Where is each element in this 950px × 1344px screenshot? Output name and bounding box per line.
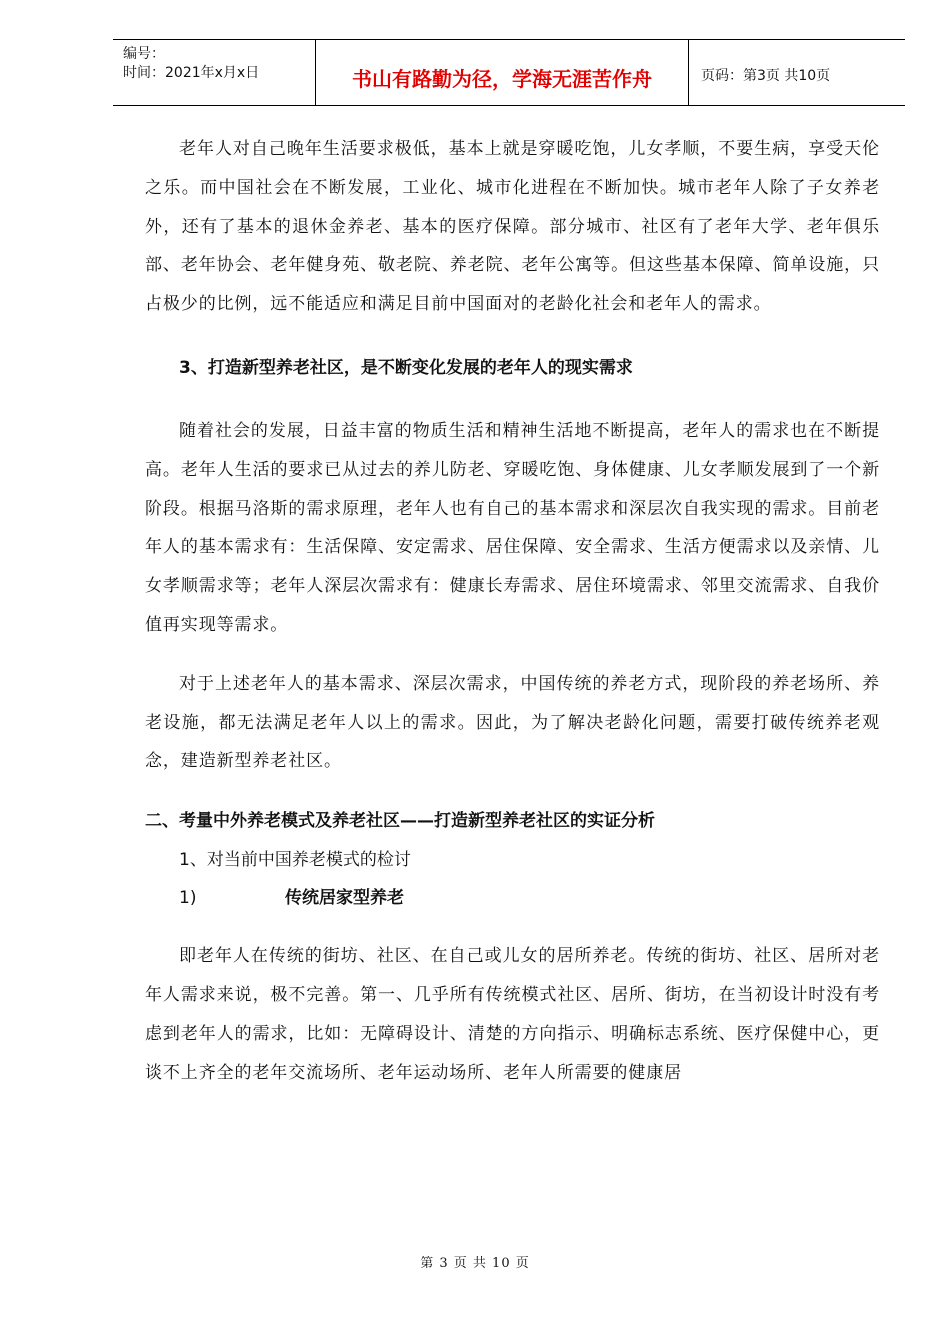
date-label: 时间：2021年x月x日	[123, 65, 260, 81]
document-body	[145, 130, 880, 1092]
subsubsection-number: 1)	[179, 888, 197, 909]
header-motto: 书山有路勤为径，学海无涯苦作舟	[352, 67, 652, 91]
subsection-heading-1: 1、对当前中国养老模式的检讨	[179, 850, 411, 871]
header-page-cell	[689, 40, 905, 105]
section-heading-2: 二、考量中外养老模式及养老社区——打造新型养老社区的实证分析	[145, 811, 655, 832]
paragraph-elderly-needs: 老年人对自己晚年生活要求极低，基本上就是穿暖吃饱，儿女孝顺，不要生病，享受天伦之乐。而中国社会在不断发展，工业化、城市化进程在不断加快。城市老年人除了子女养老外，还有了基本的退休金养老、基本的医疗保障。部分城市、社区有了老年大学、老年俱乐部、老年协会、老年健身苑、敬老院、养老院、老年公寓等。但这些基本保障、简单设施，只占极少的比例，远不能适应和满足目前中国面对的老龄化社会和老年人的需求。	[145, 139, 880, 315]
section-heading-3: 3、打造新型养老社区，是不断变化发展的老年人的现实需求	[179, 357, 633, 378]
header-motto-cell	[316, 40, 689, 105]
page-header	[113, 39, 905, 106]
header-page-info: 页码：第3页 共10页	[701, 68, 831, 84]
header-meta-cell	[113, 40, 316, 105]
serial-label: 编号：	[123, 46, 165, 62]
paragraph-social-development: 随着社会的发展，日益丰富的物质生活和精神生活地不断提高，老年人的需求也在不断提高。老年人生活的要求已从过去的养儿防老、穿暖吃饱、身体健康、儿女孝顺发展到了一个新阶段。根据马洛斯的需求原理，老年人也有自己的基本需求和深层次自我实现的需求。目前老年人的基本需求有：生活保障、安定需求、居住保障、安全需求、生活方便需求以及亲情、儿女孝顺需求等；老年人深层次需求有：健康长寿需求、居住环境需求、邻里交流需求、自我价值再实现等需求。	[145, 420, 880, 635]
page-footer: 第 3 页 共 10 页	[420, 1256, 530, 1271]
paragraph-traditional-home-care: 即老年人在传统的街坊、社区、在自己或儿女的居所养老。传统的街坊、社区、居所对老年人需求来说，极不完善。第一、几乎所有传统模式社区、居所、街坊，在当初设计时没有考虑到老年人的需求，比如：无障碍设计、清楚的方向指示、明确标志系统、医疗保健中心，更谈不上齐全的老年交流场所、老年运动场所、老年人所需要的健康居	[145, 946, 880, 1083]
paragraph-conclusion: 对于上述老年人的基本需求、深层次需求，中国传统的养老方式，现阶段的养老场所、养老设施，都无法满足老年人以上的需求。因此，为了解决老龄化问题，需要打破传统养老观念，建造新型养老社区。	[145, 673, 880, 772]
subsubsection-title: 传统居家型养老	[285, 888, 404, 909]
subsubsection-heading	[145, 879, 880, 917]
